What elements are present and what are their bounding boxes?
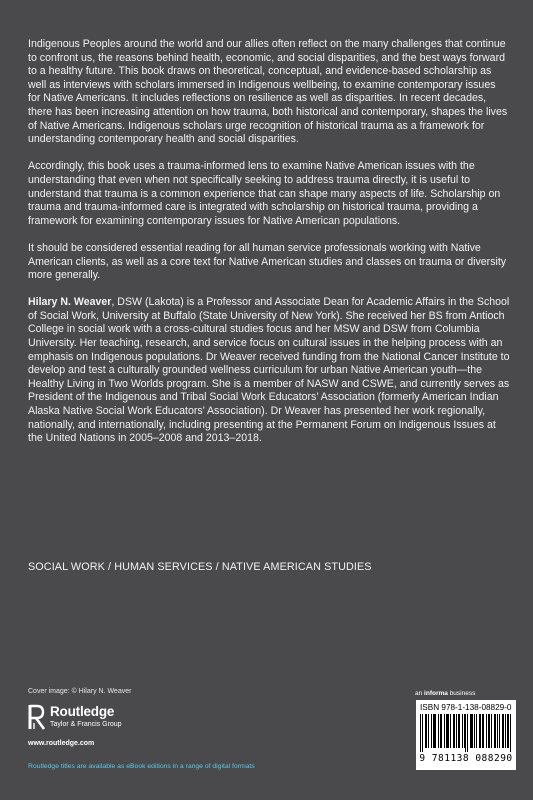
barcode-bar xyxy=(503,714,504,748)
barcode-bar xyxy=(464,714,465,748)
description-paragraph-2: Accordingly, this book uses a trauma-informed lens to examine Native American issues with the understanding that even when not specifically seeking to address trauma directly, it is useful to understand that trauma is a common experience that can shape many aspects of life. Scholarship on trauma and trauma-informed care is integrated with scholarship on historical trauma, providing a framework for examining contemporary issues for Native American populations. xyxy=(28,160,501,227)
author-bio xyxy=(28,296,510,446)
informa-brand: informa xyxy=(424,690,448,697)
barcode-bar xyxy=(507,714,508,748)
routledge-r-logo-icon xyxy=(28,703,46,731)
barcode-bar xyxy=(472,714,473,748)
barcode-bar xyxy=(467,714,468,752)
publisher-group: Taylor & Francis Group xyxy=(50,721,122,728)
barcode-bar xyxy=(426,714,427,748)
barcode-bar xyxy=(453,714,454,748)
barcode-bar xyxy=(433,714,434,748)
barcode-bar xyxy=(440,714,441,748)
barcode-bar xyxy=(431,714,432,748)
barcode-bar xyxy=(420,714,421,752)
back-cover-text xyxy=(28,38,510,459)
publisher-logo xyxy=(28,703,208,733)
barcode-bar xyxy=(446,714,447,748)
barcode-bar xyxy=(480,714,481,748)
barcode-bar xyxy=(476,714,477,748)
barcode-bar xyxy=(450,714,451,748)
description-paragraph-3: It should be considered essential reading for all human service professionals working with Native American clients, as well as a core text for Native American studies and classes on trauma or diversity more generally. xyxy=(28,241,507,282)
barcode-bar xyxy=(479,714,480,748)
barcode-bar xyxy=(470,714,471,748)
publisher-website: www.routledge.com xyxy=(28,740,95,747)
barcode-bar xyxy=(462,714,463,748)
informa-tagline: an informa business xyxy=(415,690,476,697)
barcode-bar xyxy=(502,714,503,748)
barcode-bar xyxy=(499,714,500,748)
isbn-number: ISBN 978-1-138-08829-0 xyxy=(420,703,512,712)
barcode-bar xyxy=(497,714,498,748)
barcode-bar xyxy=(508,714,509,748)
cover-credit: Cover image: © Hilary N. Weaver xyxy=(28,688,132,695)
barcode-bar xyxy=(448,714,449,748)
ebook-note: Routledge titles are available as eBook editions in a range of digital formats xyxy=(28,763,255,770)
barcode-bar xyxy=(488,714,489,748)
barcode-bar xyxy=(456,714,457,748)
barcode-bar xyxy=(494,714,495,748)
barcode-bar xyxy=(438,714,439,748)
barcode-bar xyxy=(489,714,490,748)
barcode-bar xyxy=(435,714,436,748)
barcode-bar xyxy=(434,714,435,748)
barcode-bar xyxy=(454,714,455,748)
barcode-bar xyxy=(428,714,429,748)
author-bio-text: , DSW (Lakota) is a Professor and Associate Dean for Academic Affairs in the School of Social Work, University at Buffalo (State University of New York). She received her BS from Antioch College in social work with a cross-cultural studies focus and her MSW and DSW from Columbia University. Her teaching, research, and service focus on cultural issues in the helping process with an emphasis on Indigenous populations. Dr Weaver received funding from the National Cancer Institute to develop and test a culturally grounded wellness curriculum for urban Native American youth—the Healthy Living in Two Worlds program. She is a member of NASW and CSWE, and currently serves as President of the Indigenous and Tribal Social Work Educators’ Association (formerly American Indian Alaska Native Social Work Educators’ Association). Dr Weaver has presented her work regionally, nationally, and internationally, including presenting at the Permanent Forum on Indigenous Issues at the United Nations in 2005–2008 and 2013–2018. xyxy=(28,296,510,445)
barcode-bars xyxy=(420,714,512,752)
barcode-bar xyxy=(505,714,506,748)
barcode-bar xyxy=(471,714,472,748)
barcode-bar xyxy=(474,714,475,748)
barcode-bar xyxy=(495,714,496,748)
barcode-bar xyxy=(491,714,492,748)
barcode-bar xyxy=(482,714,483,748)
barcode-bar xyxy=(510,714,511,752)
isbn-barcode xyxy=(416,700,516,770)
description-paragraph-1: Indigenous Peoples around the world and our allies often reflect on the many challenges that continue to confront us, the reasons behind health, economic, and social disparities, and the best ways forward to a healthy future. This book draws on theoretical, conceptual, and evidence-based scholarship as well as interviews with scholars immersed in Indigenous wellbeing, to examine contemporary issues for Native Americans. It includes reflections on resilience as well as disparities. In recent decades, there has been increasing attention on how trauma, both historical and contemporary, shapes the lives of Native Americans. Indigenous scholars urge recognition of historical trauma as a framework for understanding contemporary health and social disparities. xyxy=(28,38,508,146)
barcode-digits: 9 781138 088290 xyxy=(419,753,513,764)
barcode-bar xyxy=(458,714,459,748)
barcode-bar xyxy=(459,714,460,748)
barcode-bar xyxy=(486,714,487,748)
barcode-bar xyxy=(441,714,442,748)
barcode-bar xyxy=(444,714,445,748)
subject-categories: SOCIAL WORK / HUMAN SERVICES / NATIVE AMERICAN STUDIES xyxy=(28,561,372,573)
publisher-name: Routledge xyxy=(50,704,115,719)
barcode-bar xyxy=(465,714,466,752)
barcode-bar xyxy=(422,714,423,752)
barcode-bar xyxy=(425,714,426,748)
barcode-bar xyxy=(447,714,448,748)
author-name: Hilary N. Weaver xyxy=(28,296,112,309)
barcode-bar xyxy=(483,714,484,748)
